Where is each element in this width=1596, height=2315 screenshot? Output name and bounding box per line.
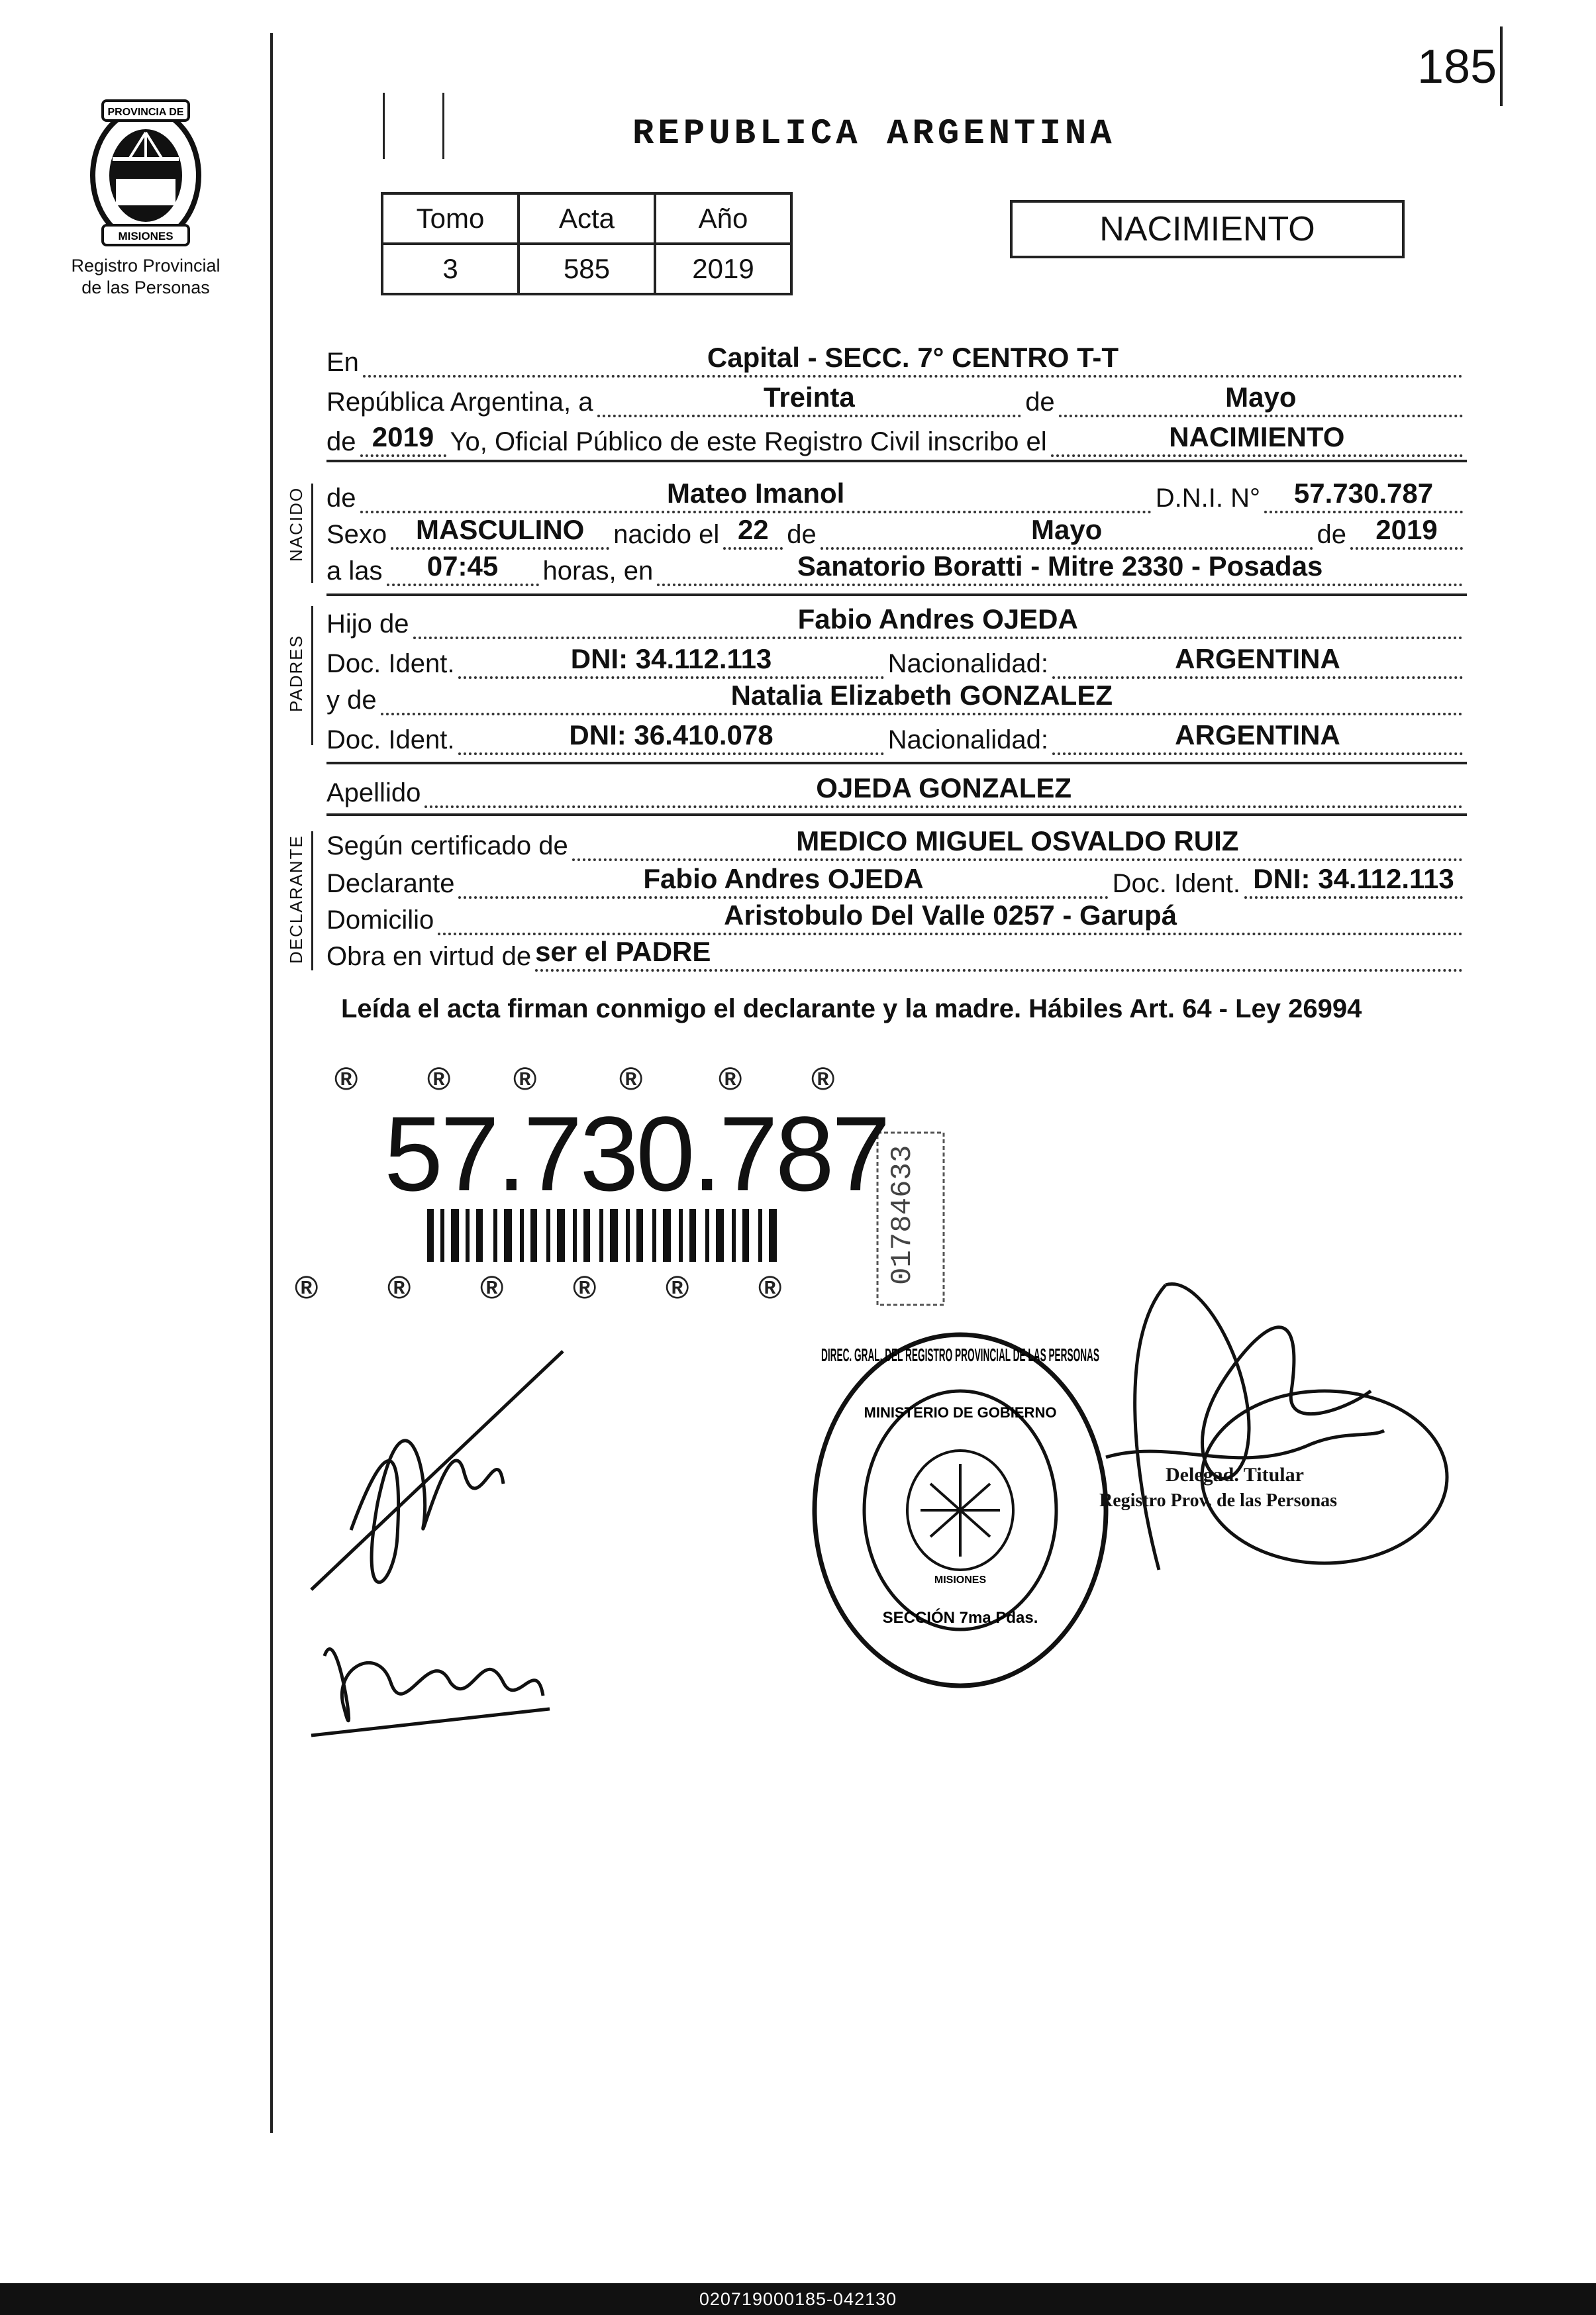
anio-value: 2019: [655, 244, 791, 294]
punch-mark: [442, 93, 444, 159]
declarante-doc: DNI: 34.112.113: [1244, 863, 1463, 899]
svg-text:®: ®: [295, 1270, 319, 1306]
y-de-label: y de: [326, 686, 377, 715]
place-value: Capital - SECC. 7° CENTRO T-T: [363, 342, 1463, 378]
svg-text:®: ®: [513, 1062, 537, 1097]
child-name: Mateo Imanol: [360, 478, 1152, 513]
document-title: REPUBLICA ARGENTINA: [632, 114, 1116, 154]
svg-text:®: ®: [758, 1270, 782, 1306]
certificado-label: Según certificado de: [326, 831, 568, 860]
acta-value: 585: [519, 244, 655, 294]
tomo-label: Tomo: [382, 193, 519, 244]
page-edge-line: [1500, 26, 1503, 106]
birth-time: 07:45: [387, 550, 539, 586]
a-las-label: a las: [326, 556, 383, 586]
domicilio-label: Domicilio: [326, 905, 434, 935]
nacionalidad-label: Nacionalidad:: [887, 649, 1048, 678]
dni-sticker-number: 57.730.787: [384, 1094, 888, 1213]
row-mother-doc: [326, 715, 1467, 755]
anio-label: Año: [655, 193, 791, 244]
registry-caption: [46, 255, 245, 299]
sexo-value: MASCULINO: [391, 514, 609, 550]
section-bar: [311, 606, 313, 745]
doc-ident-label2: Doc. Ident.: [326, 725, 455, 754]
registry-caption-line1: Registro Provincial: [71, 256, 221, 276]
row-certificado: [326, 821, 1467, 861]
svg-text:®: ®: [573, 1270, 597, 1306]
mother-nationality: ARGENTINA: [1052, 719, 1463, 755]
row-en: [326, 338, 1467, 378]
decl-doc-label: Doc. Ident.: [1112, 869, 1240, 898]
row-father-doc: [326, 639, 1467, 679]
republica-label: República Argentina, a: [326, 387, 593, 417]
signature-official: [1093, 1259, 1450, 1603]
row-obra: [326, 932, 1467, 972]
horas-label: horas, en: [542, 556, 654, 586]
signature-declarante: [298, 1338, 576, 1762]
nacido-de-label3: de: [1317, 520, 1346, 549]
father-name: Fabio Andres OJEDA: [413, 603, 1463, 639]
nacido-de-label2: de: [787, 520, 817, 549]
row-sexo: [326, 510, 1467, 550]
mother-name: Natalia Elizabeth GONZALEZ: [381, 680, 1463, 715]
svg-text:®: ®: [666, 1270, 689, 1306]
seal-top-text: PROVINCIA DE: [107, 107, 184, 118]
birth-month: Mayo: [821, 514, 1313, 550]
row-date: [326, 378, 1467, 417]
punch-mark: [383, 93, 385, 159]
row-time: [326, 546, 1467, 586]
section-divider: [326, 762, 1467, 764]
birth-year: 2019: [1350, 514, 1463, 550]
act-name-value: NACIMIENTO: [1051, 421, 1463, 457]
nacido-el-label: nacido el: [613, 520, 720, 549]
father-doc: DNI: 34.112.113: [458, 643, 883, 679]
stamp-center-text: MISIONES: [934, 1574, 987, 1586]
domicilio-value: Aristobulo Del Valle 0257 - Garupá: [438, 900, 1463, 935]
row-apellido: [326, 768, 1467, 808]
month-value: Mayo: [1059, 382, 1463, 417]
svg-text:®: ®: [811, 1062, 835, 1097]
certificado-value: MEDICO MIGUEL OSVALDO RUIZ: [572, 825, 1463, 861]
section-bar: [311, 484, 313, 583]
row-father: [326, 599, 1467, 639]
padres-section-label: PADRES: [286, 635, 306, 712]
section-divider: [326, 593, 1467, 596]
stamp-outer-text: DIREC. GRAL. DEL REGISTRO PROVINCIAL DE LAS PERSONAS: [821, 1345, 1099, 1365]
row-name: [326, 474, 1467, 513]
tomo-value: 3: [382, 244, 519, 294]
row-mother: [326, 676, 1467, 715]
registry-seal-icon: [76, 93, 215, 252]
acta-label: Acta: [519, 193, 655, 244]
svg-text:®: ®: [619, 1062, 643, 1097]
row-year: [326, 417, 1467, 457]
en-label: En: [326, 348, 359, 377]
father-nationality: ARGENTINA: [1052, 643, 1463, 679]
declarante-label: Declarante: [326, 869, 455, 898]
yo-text: Yo, Oficial Público de este Registro Civil inscribo el: [450, 427, 1047, 456]
svg-text:®: ®: [387, 1270, 411, 1306]
sexo-label: Sexo: [326, 520, 387, 549]
de-label: de: [1025, 387, 1055, 417]
row-domicilio: [326, 896, 1467, 935]
apellido-value: OJEDA GONZALEZ: [424, 772, 1463, 808]
de-label2: de: [326, 427, 356, 456]
nacionalidad-label2: Nacionalidad:: [887, 725, 1048, 754]
tomo-acta-table: [381, 192, 793, 295]
birth-place: Sanatorio Boratti - Mitre 2330 - Posadas: [657, 550, 1463, 586]
section-divider: [326, 460, 1467, 462]
dni-sticker-serial: 01784633: [886, 1145, 919, 1285]
barcode-icon: [427, 1209, 777, 1262]
svg-text:®: ®: [334, 1062, 358, 1097]
footer-code: 020719000185-042130: [0, 2283, 1596, 2315]
official-stamp-line2: Registro Prov. de las Personas: [1099, 1490, 1338, 1511]
child-dni: 57.730.787: [1264, 478, 1463, 513]
page-number: 185: [1417, 40, 1497, 93]
svg-text:®: ®: [719, 1062, 742, 1097]
section-bar: [311, 831, 313, 970]
obra-label: Obra en virtud de: [326, 942, 532, 971]
day-value: Treinta: [597, 382, 1022, 417]
act-type-box: NACIMIENTO: [1010, 200, 1405, 258]
nacido-section-label: NACIDO: [286, 486, 306, 562]
birth-day: 22: [723, 514, 783, 550]
stamp-section-text: SECCIÓN 7ma Pdas.: [882, 1609, 1038, 1627]
declarante-section-label: DECLARANTE: [286, 835, 306, 964]
seal-bottom-text: MISIONES: [118, 230, 174, 242]
official-stamp-line1: Delegad. Titular: [1166, 1464, 1304, 1486]
doc-ident-label: Doc. Ident.: [326, 649, 455, 678]
obra-value: ser el PADRE: [535, 936, 1463, 972]
official-stamp-icon: [805, 1325, 1116, 1696]
stamp-inner-text: MINISTERIO DE GOBIERNO: [864, 1404, 1057, 1421]
mother-doc: DNI: 36.410.078: [458, 719, 883, 755]
hijo-de-label: Hijo de: [326, 609, 409, 639]
svg-text:®: ®: [427, 1062, 451, 1097]
dni-label: D.N.I. N°: [1155, 484, 1260, 513]
year-value: 2019: [360, 421, 446, 457]
registry-caption-line2: de las Personas: [81, 278, 210, 297]
svg-text:®: ®: [480, 1270, 504, 1306]
section-divider: [326, 813, 1467, 816]
nacido-de-label: de: [326, 484, 356, 513]
declarante-name: Fabio Andres OJEDA: [458, 863, 1108, 899]
row-declarante: [326, 859, 1467, 899]
closing-text: Leída el acta firman conmigo el declarante y la madre. Hábiles Art. 64 - Ley 26994: [341, 994, 1362, 1023]
margin-line: [270, 33, 273, 2133]
apellido-label: Apellido: [326, 778, 421, 807]
